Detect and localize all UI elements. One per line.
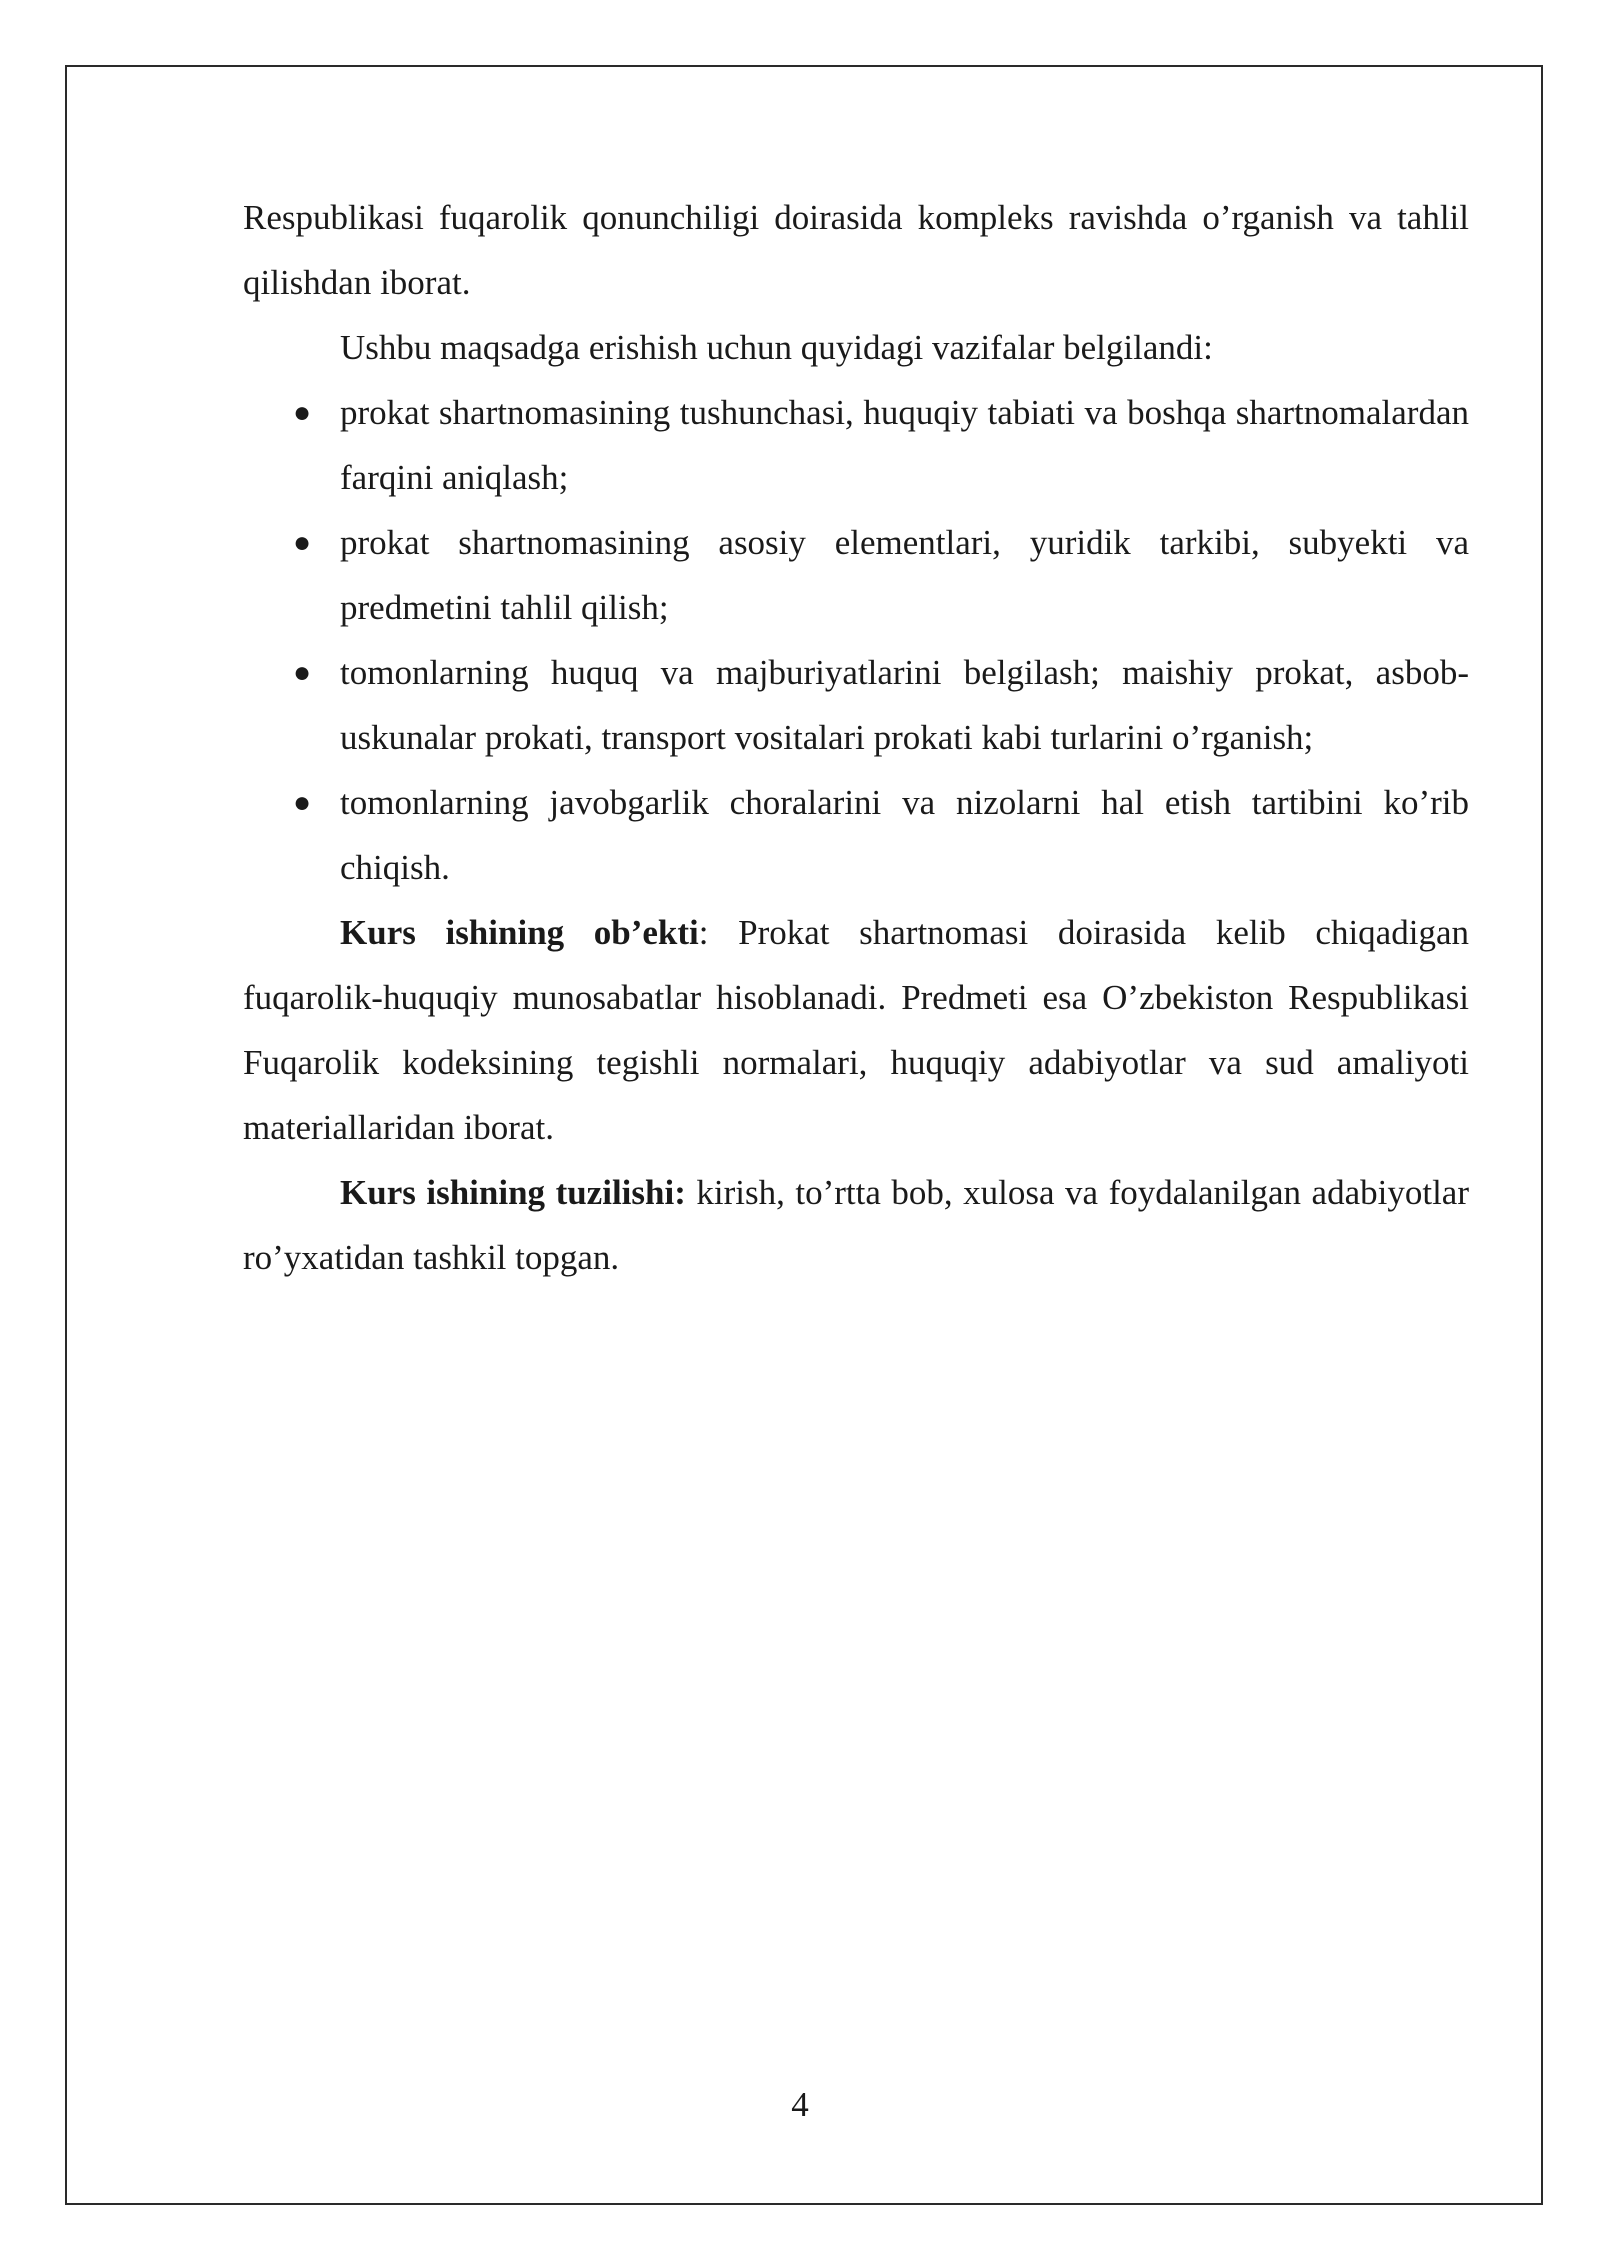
page-number: 4 <box>791 2085 809 2124</box>
structure-text: kirish, to’rtta bob, xulosa va foydalanilgan adabiyotlar ro’yxatidan tashkil topgan. <box>243 1173 1469 1277</box>
list-item-text: tomonlarning javobgarlik choralarini va nizolarni hal etish tartibini ko’rib chiqish. <box>340 783 1469 887</box>
list-item-text: tomonlarning huquq va majburiyatlarini belgilash; maishiy prokat, asbob-uskunalar prokati, transport vositalari prokati kabi turlarini o’rganish; <box>340 653 1469 757</box>
object-text: Prokat shartnomasi doirasida kelib chiqadigan fuqarolik-huquqiy munosabatlar hisoblanadi. Predmeti esa O’zbekiston Respublikasi Fuqarolik kodeksining tegishli normalari, huquqiy adabiyotlar va sud amaliyoti materiallaridan iborat. <box>243 913 1469 1147</box>
tasks-list <box>243 380 1469 900</box>
object-paragraph <box>243 900 1469 1160</box>
list-item <box>243 510 1469 640</box>
list-item <box>243 380 1469 510</box>
bullet-icon: ● <box>293 656 312 689</box>
tasks-intro-paragraph: Ushbu maqsadga erishish uchun quyidagi vazifalar belgilandi: <box>340 328 1213 367</box>
object-separator: : <box>698 913 709 952</box>
list-item <box>243 640 1469 770</box>
page-content <box>243 185 1469 1290</box>
structure-label: Kurs ishining tuzilishi: <box>340 1173 686 1212</box>
list-item-text: prokat shartnomasining asosiy elementlari, yuridik tarkibi, subyekti va predmetini tahlil qilish; <box>340 523 1469 627</box>
object-label: Kurs ishining ob’ekti <box>340 913 699 952</box>
list-item-text: prokat shartnomasining tushunchasi, huquqiy tabiati va boshqa shartnomalardan farqini aniqlash; <box>340 393 1469 497</box>
bullet-icon: ● <box>293 786 312 819</box>
intro-continuation-paragraph: Respublikasi fuqarolik qonunchiligi doirasida kompleks ravishda o’rganish va tahlil qilishdan iborat. <box>243 198 1469 302</box>
structure-paragraph <box>243 1160 1469 1290</box>
list-item <box>243 770 1469 900</box>
bullet-icon: ● <box>293 396 312 429</box>
bullet-icon: ● <box>293 526 312 559</box>
